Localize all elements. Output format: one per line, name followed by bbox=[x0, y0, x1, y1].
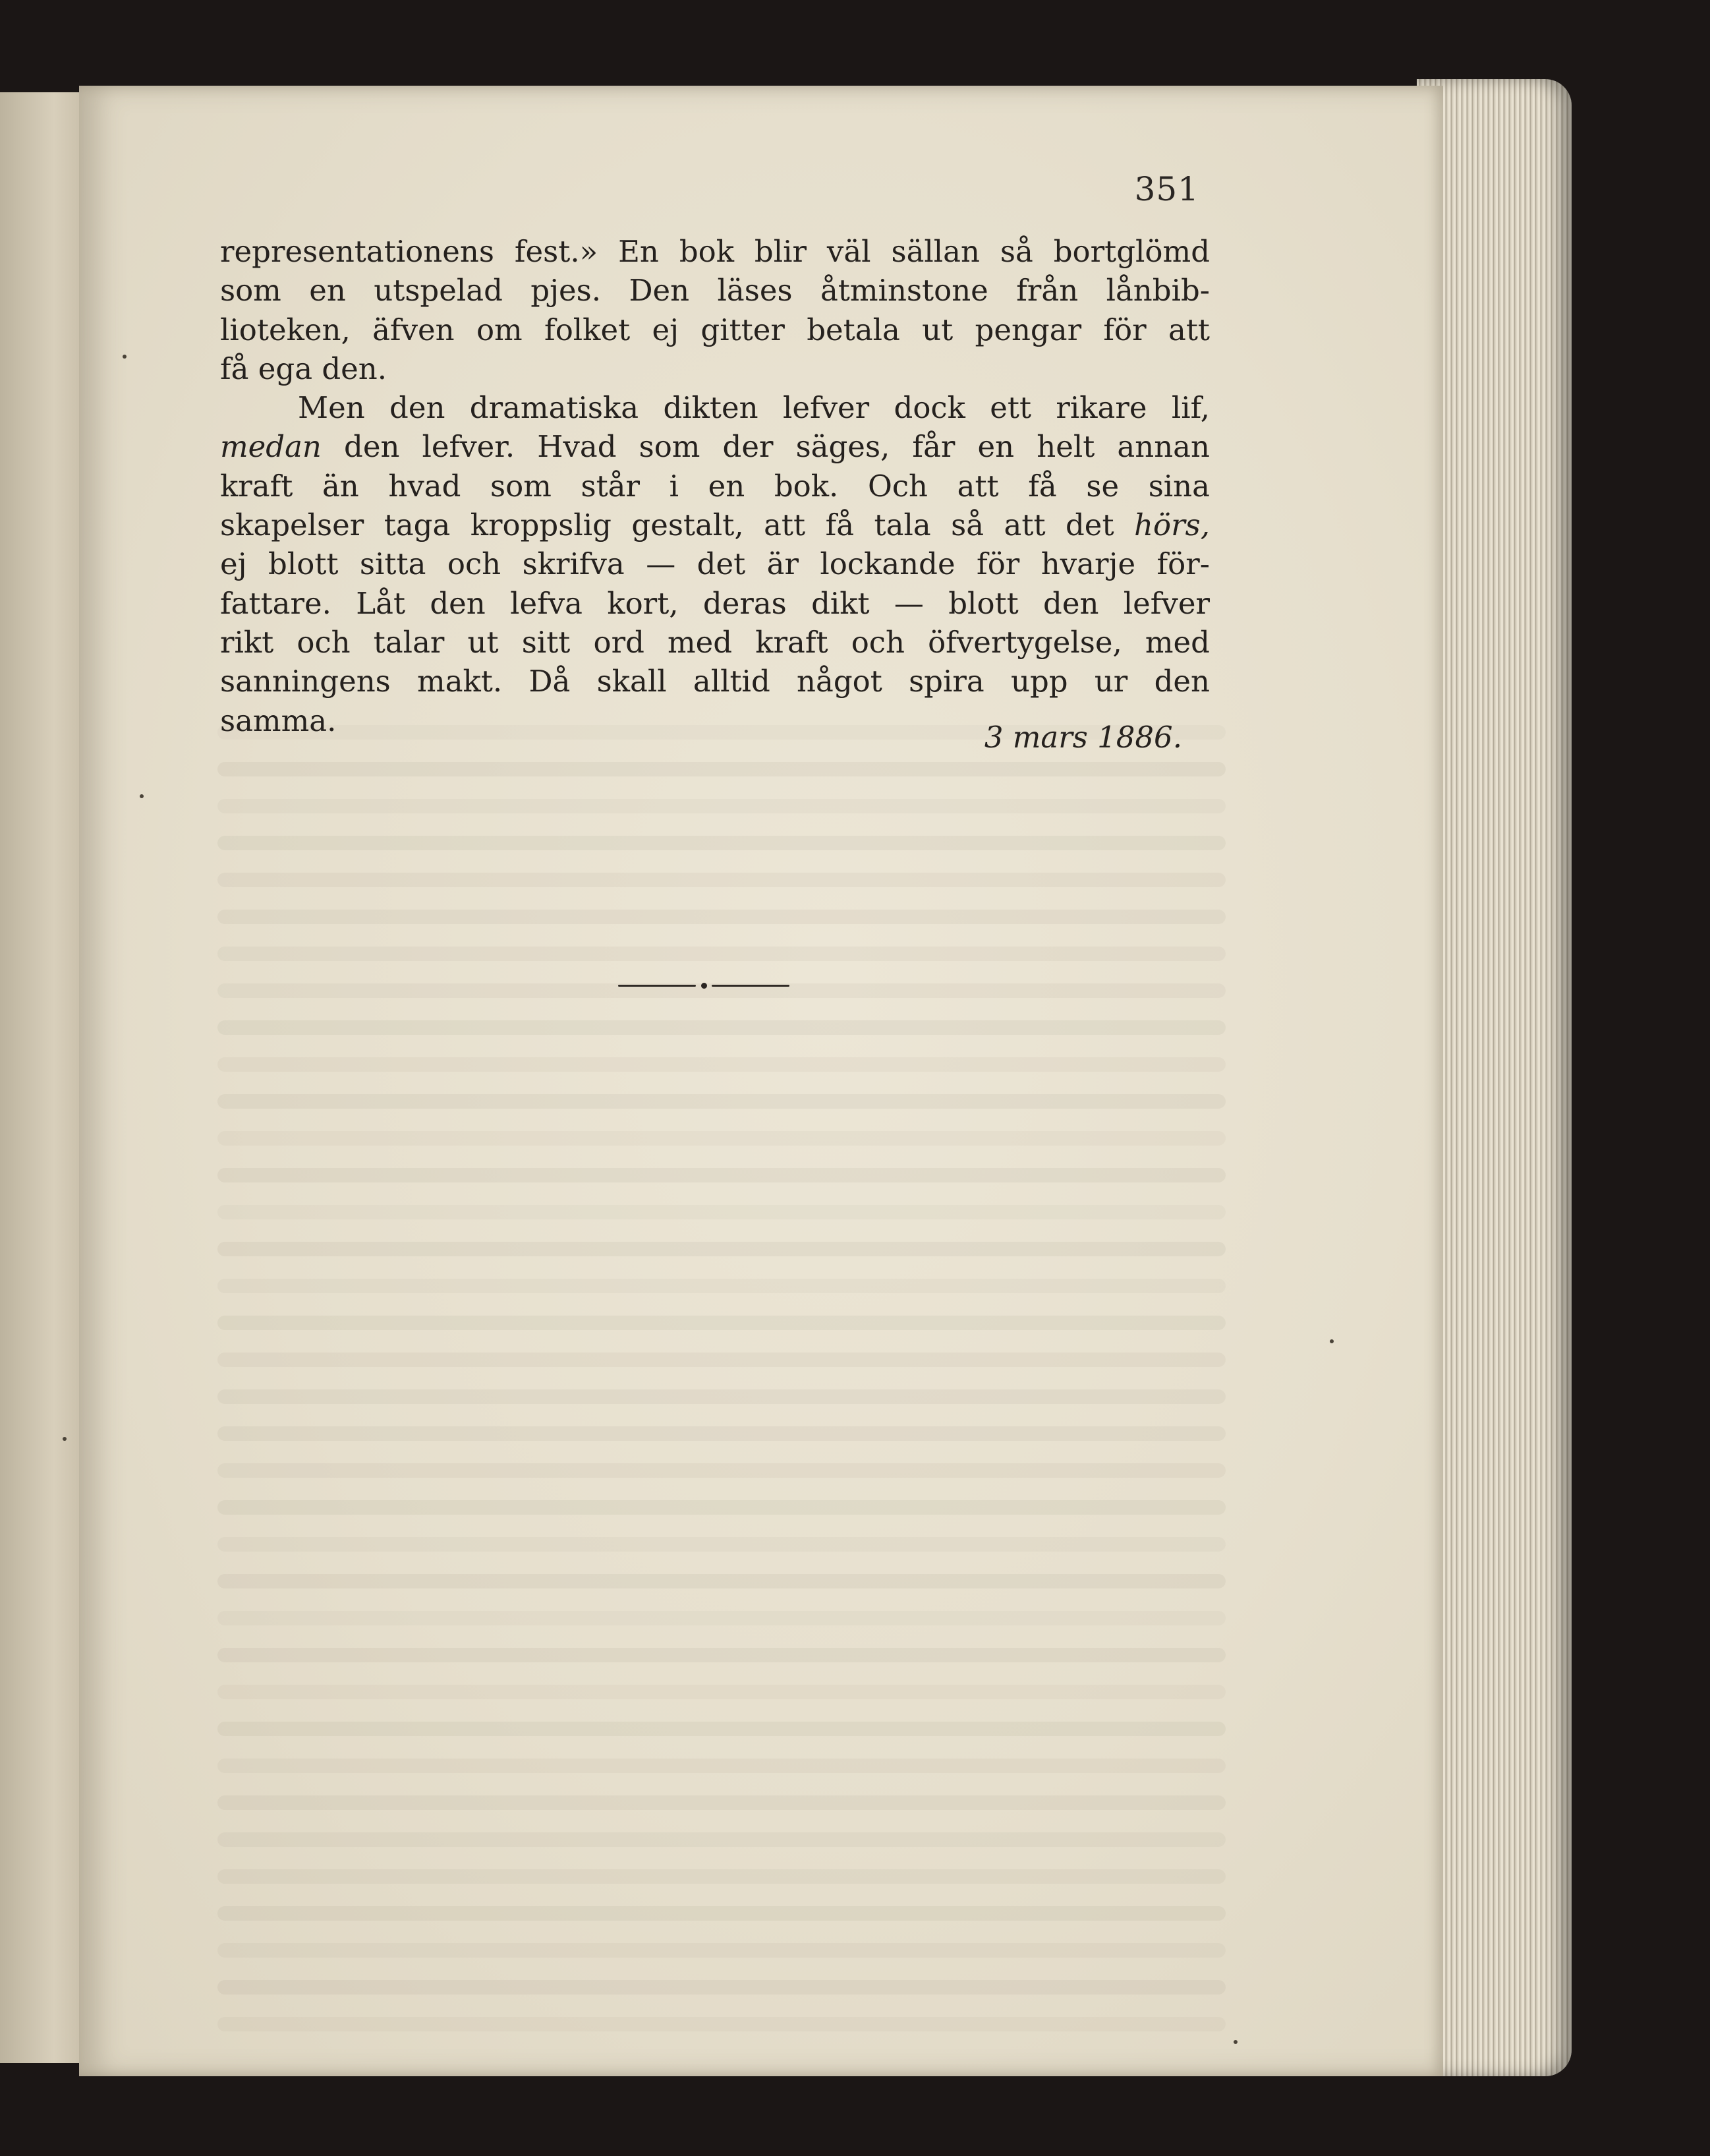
text-segment: den lefver. Hvad som der säges, får en helt annan bbox=[321, 429, 1210, 465]
text-line: Men den dramatiska dikten lefver dock ett rikare lif, bbox=[298, 390, 1210, 426]
text-line: rikt och talar ut sitt ord med kraft och öfvertygelse, med bbox=[220, 624, 1210, 660]
show-through-line bbox=[217, 1795, 1226, 1810]
body-text bbox=[220, 232, 1210, 757]
show-through-line bbox=[217, 1131, 1226, 1146]
text-line: som en utspelad pjes. Den läses åtminstone från lånbib- bbox=[220, 273, 1210, 308]
show-through-line bbox=[217, 947, 1226, 961]
show-through-line bbox=[217, 1316, 1226, 1330]
show-through-line bbox=[217, 1463, 1226, 1478]
paper-speck bbox=[123, 355, 127, 359]
show-through-line bbox=[217, 1389, 1226, 1404]
show-through-line bbox=[217, 1279, 1226, 1293]
show-through-line bbox=[217, 1685, 1226, 1699]
show-through-line bbox=[217, 1832, 1226, 1847]
text-line: lioteken, äfven om folket ej gitter betala ut pengar för att bbox=[220, 312, 1210, 347]
page-number: 351 bbox=[1134, 170, 1199, 208]
text-line: ej blott sitta och skrifva — det är lockande för hvarje för- bbox=[220, 546, 1210, 582]
show-through-line bbox=[217, 762, 1226, 776]
show-through-line bbox=[217, 1574, 1226, 1588]
show-through-line bbox=[217, 1094, 1226, 1109]
show-through-line bbox=[217, 1426, 1226, 1441]
italic-word: hörs, bbox=[1134, 508, 1210, 543]
text-segment: skapelser taga kroppslig gestalt, att få tala så att det bbox=[220, 508, 1135, 543]
show-through-line bbox=[217, 1611, 1226, 1625]
show-through-line bbox=[217, 1057, 1226, 1072]
show-through-line bbox=[217, 1168, 1226, 1182]
paper-speck bbox=[1330, 1339, 1334, 1343]
show-through-line bbox=[217, 1537, 1226, 1552]
show-through-line bbox=[217, 1943, 1226, 1958]
show-through-line bbox=[217, 799, 1226, 813]
paper-speck bbox=[63, 1437, 67, 1441]
paper-speck bbox=[1234, 2040, 1238, 2044]
section-ornament bbox=[618, 984, 789, 988]
show-through-line bbox=[217, 1759, 1226, 1773]
paper-speck bbox=[140, 794, 144, 798]
text-line: samma. bbox=[220, 703, 337, 738]
show-through-line bbox=[217, 2017, 1226, 2031]
show-through-line bbox=[217, 910, 1226, 924]
text-line bbox=[220, 506, 1210, 544]
show-through-line bbox=[217, 873, 1226, 887]
show-through-line bbox=[217, 1980, 1226, 1995]
show-through-line bbox=[217, 1205, 1226, 1219]
show-through-line bbox=[217, 1722, 1226, 1736]
date-line: 3 mars 1886. bbox=[984, 719, 1182, 755]
text-line bbox=[220, 427, 1210, 466]
show-through-line bbox=[217, 1500, 1226, 1515]
show-through-line bbox=[217, 1648, 1226, 1662]
text-line: sanningens makt. Då skall alltid något spira upp ur den bbox=[220, 664, 1210, 699]
text-line: representationens fest.» En bok blir väl sällan så bortglömd bbox=[220, 234, 1210, 269]
show-through-line bbox=[217, 836, 1226, 850]
text-line: kraft än hvad som står i en bok. Och att få se sina bbox=[220, 468, 1210, 504]
show-through-line bbox=[217, 1906, 1226, 1921]
show-through-line bbox=[217, 1869, 1226, 1884]
text-line: få ega den. bbox=[220, 351, 387, 386]
italic-word: medan bbox=[220, 429, 322, 465]
show-through-line bbox=[217, 1020, 1226, 1035]
text-line: fattare. Låt den lefva kort, deras dikt — blott den lefver bbox=[220, 585, 1210, 621]
show-through-line bbox=[217, 1242, 1226, 1256]
show-through-line bbox=[217, 1353, 1226, 1367]
